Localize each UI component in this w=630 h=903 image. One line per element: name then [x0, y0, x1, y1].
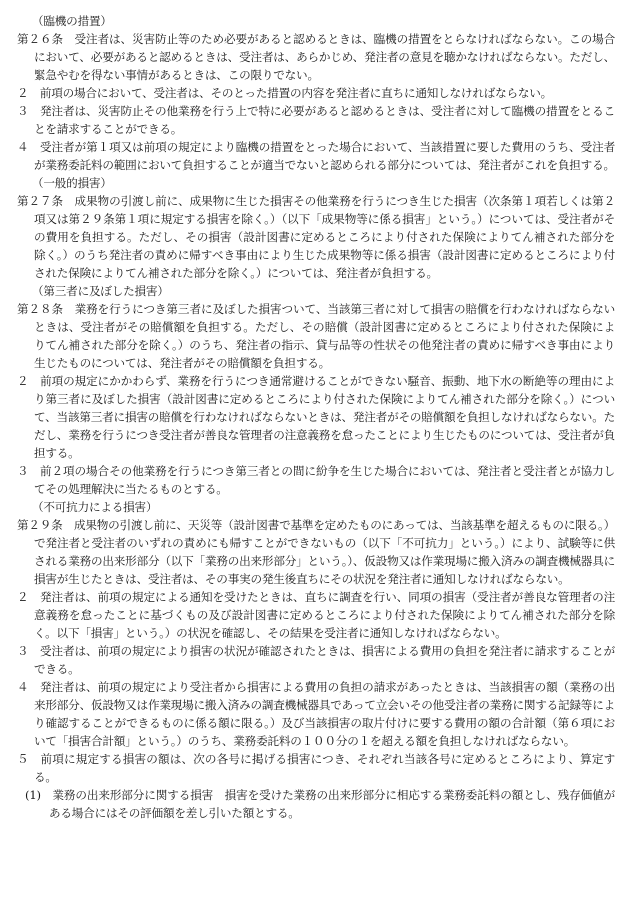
paragraph	[17, 102, 615, 138]
paragraph-text: 受注者が第１項又は前項の規定により臨機の措置をとった場合において、当該措置に要した費用のうち、受注者が業務委託料の範囲において負担することが適当でないと認められる部分については、発注者がこれを負担する。	[34, 140, 615, 172]
paragraph-number: ５	[17, 752, 29, 766]
article-text: 業務を行うにつき第三者に及ぼした損害ついて、当該第三者に対して損害の賠償を行わなければならないときは、受注者がその賠償額を負担する。ただし、その賠償（設計図書に定めるところにより付された保険によりてん補された部分を除く。）のうち、発注者の指示、貸与品等の性状その他発注者の責めに帰すべき事由により生じたものについては、発注者がその賠償額を負担する。	[34, 302, 615, 370]
paragraph	[17, 84, 615, 102]
list-item	[17, 786, 615, 822]
paragraph	[17, 372, 615, 462]
paragraph-text: 前項の場合において、受注者は、そのとった措置の内容を発注者に直ちに通知しなければならない。	[39, 86, 553, 100]
paragraph	[17, 678, 615, 750]
article-29	[17, 516, 615, 588]
article-26	[17, 30, 615, 84]
article-text: 成果物の引渡し前に、成果物に生じた損害その他業務を行うにつき生じた損害（次条第１項若しくは第２項又は第２９条第１項に規定する損害を除く。）（以下「成果物等に係る損害」という。）については、受注者がその費用を負担する。ただし、その損害（設計図書に定めるところにより付された保険によりてん補された部分を除く。）のうち発注者の責めに帰すべき事由により生じた成果物等に係る損害（設計図書に定めるところにより付された保険によりてん補された部分を除く。）については、発注者が負担する。	[34, 194, 615, 280]
paragraph-number: ３	[17, 104, 29, 118]
paragraph	[17, 642, 615, 678]
article-text: 成果物の引渡し前に、天災等（設計図書で基準を定めたものにあっては、当該基準を超えるものに限る。）で発注者と受注者のいずれの責めにも帰すことができないもの（以下「不可抗力」という。）により、試験等に供される業務の出来形部分（以下「業務の出来形部分」という。）、仮設物又は作業現場に搬入済みの調査機械器具に損害が生じたときは、受注者は、その事実の発生後直ちにその状況を発注者に通知しなければならない。	[34, 518, 615, 586]
paragraph	[17, 462, 615, 498]
paragraph-text: 発注者は、前項の規定により受注者から損害による費用の負担の請求があったときは、当該損害の額（業務の出来形部分、仮設物又は作業現場に搬入済みの調査機械器具であって立会いその他受注者の業務に関する記録等により確認することができるものに係る額に限る。）及び当該損害の取片付けに要する費用の額の合計額（第６項において「損害合計額」という。）のうち、業務委託料の１００分の１を超える額を負担しなければならない。	[34, 680, 615, 748]
paragraph-text: 前２項の場合その他業務を行うにつき第三者との間に紛争を生じた場合においては、発注者と受注者とが協力してその処理解決に当たるものとする。	[34, 464, 615, 496]
paragraph-text: 前項の規定にかかわらず、業務を行うにつき通常避けることができない騒音、振動、地下水の断絶等の理由により第三者に及ぼした損害（設計図書に定めるところにより付された保険によりてん補された部分を除く。）について、当該第三者に損害の賠償を行わなければならないときは、発注者がその賠償額を負担しなければならない。ただし、業務を行うにつき受注者が善良な管理者の注意義務を怠ったことにより生じたものについては、受注者が負担する。	[34, 374, 615, 460]
article-number: 第２８条	[17, 302, 64, 316]
paragraph-text: 受注者は、前項の規定により損害の状況が確認されたときは、損害による費用の負担を発注者に請求することができる。	[34, 644, 615, 676]
paragraph-text: 発注者は、災害防止その他業務を行う上で特に必要があると認めるときは、受注者に対して臨機の措置をとることを請求することができる。	[34, 104, 615, 136]
article-27	[17, 192, 615, 282]
article-number: 第２６条	[17, 32, 64, 46]
paragraph-number: ３	[17, 644, 29, 658]
paragraph	[17, 588, 615, 642]
paragraph-text: 前項に規定する損害の額は、次の各号に掲げる損害につき、それぞれ当該各号に定めるところにより、算定する。	[34, 752, 615, 784]
item-text: 業務の出来形部分に関する損害 損害を受けた業務の出来形部分に相応する業務委託料の額とし、残存価値がある場合にはその評価額を差し引いた額とする。	[49, 788, 615, 820]
paragraph-number: ３	[17, 464, 29, 478]
article-text: 受注者は、災害防止等のため必要があると認めるときは、臨機の措置をとらなければならない。この場合において、必要があると認めるときは、受注者は、あらかじめ、発注者の意見を聴かなければならない。ただし、緊急やむを得ない事情があるときは、この限りでない。	[34, 32, 616, 82]
section-heading-article-26: （臨機の措置）	[32, 14, 112, 28]
contract-document	[17, 12, 615, 822]
section-heading-article-29: （不可抗力による損害）	[32, 500, 158, 514]
article-number: 第２７条	[17, 194, 64, 208]
item-number: (1)	[25, 788, 41, 802]
paragraph-text: 発注者は、前項の規定による通知を受けたときは、直ちに調査を行い、同項の損害（受注者が善良な管理者の注意義務を怠ったことに基づくもの及び設計図書に定めるところにより付された保険によりてん補された部分を除く。以下「損害」という。）の状況を確認し、その結果を受注者に通知しなければならない。	[34, 590, 615, 640]
section-heading-article-27: （一般的損害）	[32, 176, 112, 190]
paragraph-number: ４	[17, 140, 29, 154]
paragraph-number: ４	[17, 680, 29, 694]
paragraph	[17, 138, 615, 174]
paragraph	[17, 750, 615, 786]
paragraph-number: ２	[17, 374, 29, 388]
paragraph-number: ２	[17, 590, 29, 604]
article-number: 第２９条	[17, 518, 63, 532]
article-28	[17, 300, 615, 372]
section-heading-article-28: （第三者に及ぼした損害）	[32, 284, 169, 298]
paragraph-number: ２	[17, 86, 29, 100]
